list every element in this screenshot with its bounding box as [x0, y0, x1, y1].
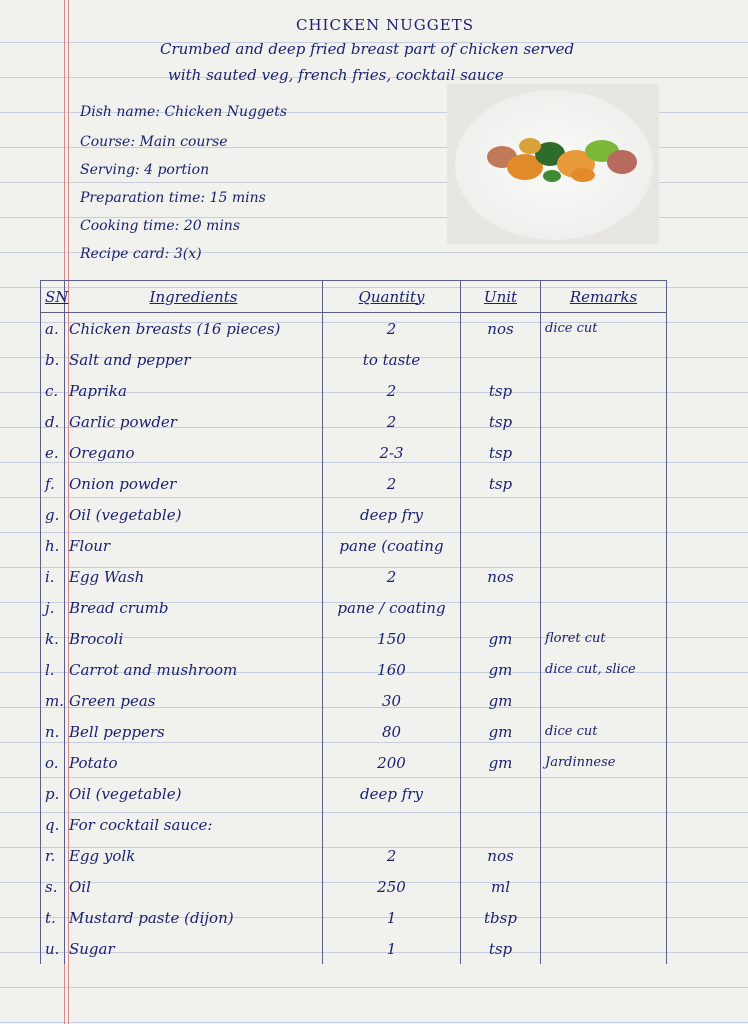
serving: Serving: 4 portion: [80, 162, 210, 178]
quantity: 160: [323, 654, 461, 685]
quantity: 1: [323, 933, 461, 964]
unit: nos: [461, 840, 541, 871]
sn: f.: [41, 468, 65, 499]
sn: i.: [41, 561, 65, 592]
header-unit: Unit: [461, 281, 541, 313]
header-remarks: Remarks: [541, 281, 667, 313]
table-row: [41, 871, 667, 902]
remarks: Jardinnese: [541, 747, 667, 778]
ingredient: Onion powder: [65, 468, 323, 499]
quantity: 2-3: [323, 437, 461, 468]
table-row: [41, 344, 667, 375]
quantity: 2: [323, 375, 461, 406]
header-ingredients: Ingredients: [65, 281, 323, 313]
unit: gm: [461, 685, 541, 716]
unit: tsp: [461, 375, 541, 406]
ingredient: Chicken breasts (16 pieces): [65, 313, 323, 345]
sn: q.: [41, 809, 65, 840]
quantity: 80: [323, 716, 461, 747]
sn: u.: [41, 933, 65, 964]
sn: o.: [41, 747, 65, 778]
ingredient: Green peas: [65, 685, 323, 716]
table-row: [41, 623, 667, 654]
table-row: [41, 313, 667, 345]
dish-name: Dish name: Chicken Nuggets: [80, 104, 288, 120]
sn: e.: [41, 437, 65, 468]
unit: gm: [461, 623, 541, 654]
sn: a.: [41, 313, 65, 345]
course: Course: Main course: [80, 134, 228, 150]
remarks: [541, 871, 667, 902]
table-row: [41, 809, 667, 840]
table-row: [41, 716, 667, 747]
sn: r.: [41, 840, 65, 871]
quantity: 2: [323, 840, 461, 871]
table-row: [41, 778, 667, 809]
unit: tsp: [461, 437, 541, 468]
table-row: [41, 375, 667, 406]
table-row: [41, 406, 667, 437]
ingredient: Paprika: [65, 375, 323, 406]
remarks: dice cut, slice: [541, 654, 667, 685]
unit: tsp: [461, 468, 541, 499]
ingredient: Bread crumb: [65, 592, 323, 623]
description-line-1: Crumbed and deep fried breast part of chicken served: [160, 40, 575, 58]
dish-photo: [447, 84, 659, 244]
quantity: deep fry: [323, 778, 461, 809]
table-row: [41, 840, 667, 871]
unit: gm: [461, 747, 541, 778]
ingredient: Carrot and mushroom: [65, 654, 323, 685]
unit: [461, 778, 541, 809]
remarks: [541, 685, 667, 716]
sn: n.: [41, 716, 65, 747]
table-row: [41, 933, 667, 964]
remarks: dice cut: [541, 313, 667, 345]
table-row: [41, 902, 667, 933]
unit: [461, 809, 541, 840]
table-row: [41, 530, 667, 561]
sn: g.: [41, 499, 65, 530]
unit: [461, 530, 541, 561]
remarks: [541, 468, 667, 499]
remarks: floret cut: [541, 623, 667, 654]
preparation-time: Preparation time: 15 mins: [80, 190, 266, 206]
ingredient: Oil (vegetable): [65, 778, 323, 809]
unit: [461, 592, 541, 623]
quantity: 2: [323, 406, 461, 437]
sn: l.: [41, 654, 65, 685]
ingredient: Flour: [65, 530, 323, 561]
ingredient: Brocoli: [65, 623, 323, 654]
sn: m.: [41, 685, 65, 716]
remarks: [541, 530, 667, 561]
quantity: 250: [323, 871, 461, 902]
quantity: [323, 809, 461, 840]
sn: d.: [41, 406, 65, 437]
quantity: 2: [323, 561, 461, 592]
recipe-card: Recipe card: 3(x): [80, 246, 202, 262]
ingredient: Bell peppers: [65, 716, 323, 747]
unit: gm: [461, 654, 541, 685]
sn: b.: [41, 344, 65, 375]
remarks: [541, 809, 667, 840]
unit: tbsp: [461, 902, 541, 933]
sn: t.: [41, 902, 65, 933]
table-row: [41, 468, 667, 499]
sn: c.: [41, 375, 65, 406]
remarks: [541, 778, 667, 809]
table-row: [41, 437, 667, 468]
sn: k.: [41, 623, 65, 654]
quantity: 30: [323, 685, 461, 716]
remarks: [541, 561, 667, 592]
ingredients-table: [40, 280, 667, 964]
description-line-2: with sauted veg, french fries, cocktail sauce: [168, 66, 504, 84]
sn: s.: [41, 871, 65, 902]
ingredient: Potato: [65, 747, 323, 778]
sn: p.: [41, 778, 65, 809]
unit: tsp: [461, 406, 541, 437]
ingredient: Salt and pepper: [65, 344, 323, 375]
table-row: [41, 499, 667, 530]
unit: tsp: [461, 933, 541, 964]
sn: h.: [41, 530, 65, 561]
table-header-row: [41, 281, 667, 313]
remarks: [541, 437, 667, 468]
ingredient: Egg yolk: [65, 840, 323, 871]
ingredient: Mustard paste (dijon): [65, 902, 323, 933]
quantity: deep fry: [323, 499, 461, 530]
table-row: [41, 747, 667, 778]
ingredient: For cocktail sauce:: [65, 809, 323, 840]
header-sn: SN: [41, 281, 65, 313]
remarks: [541, 499, 667, 530]
unit: [461, 344, 541, 375]
remarks: [541, 344, 667, 375]
ingredient: Oil: [65, 871, 323, 902]
unit: ml: [461, 871, 541, 902]
unit: nos: [461, 313, 541, 345]
table-row: [41, 654, 667, 685]
quantity: pane / coating: [323, 592, 461, 623]
table-row: [41, 592, 667, 623]
ingredient: Sugar: [65, 933, 323, 964]
remarks: [541, 840, 667, 871]
recipe-title: CHICKEN NUGGETS: [296, 16, 474, 34]
quantity: 1: [323, 902, 461, 933]
quantity: pane (coating: [323, 530, 461, 561]
unit: nos: [461, 561, 541, 592]
remarks: [541, 933, 667, 964]
remarks: [541, 902, 667, 933]
ingredient: Oregano: [65, 437, 323, 468]
table-row: [41, 685, 667, 716]
remarks: [541, 592, 667, 623]
unit: [461, 499, 541, 530]
remarks: [541, 375, 667, 406]
header-quantity: Quantity: [323, 281, 461, 313]
unit: gm: [461, 716, 541, 747]
quantity: 2: [323, 468, 461, 499]
ingredient: Garlic powder: [65, 406, 323, 437]
ingredient: Egg Wash: [65, 561, 323, 592]
quantity: 200: [323, 747, 461, 778]
ingredient: Oil (vegetable): [65, 499, 323, 530]
remarks: [541, 406, 667, 437]
remarks: dice cut: [541, 716, 667, 747]
quantity: 150: [323, 623, 461, 654]
sn: j.: [41, 592, 65, 623]
table-row: [41, 561, 667, 592]
quantity: 2: [323, 313, 461, 345]
quantity: to taste: [323, 344, 461, 375]
cooking-time: Cooking time: 20 mins: [80, 218, 241, 234]
